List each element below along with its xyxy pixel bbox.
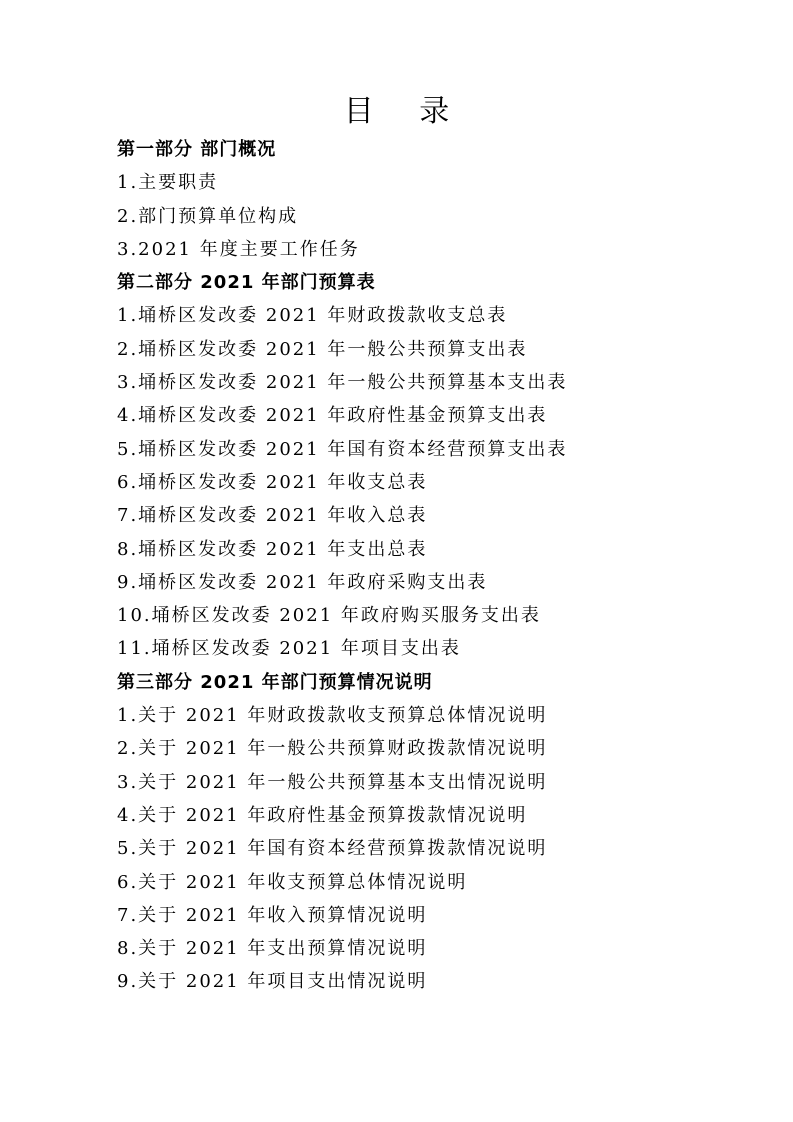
toc-item[interactable]: 7.埇桥区发改委 2021 年收入总表	[117, 505, 428, 527]
toc-item[interactable]: 5.关于 2021 年国有资本经营预算拨款情况说明	[117, 838, 548, 860]
toc-item[interactable]: 9.埇桥区发改委 2021 年政府采购支出表	[117, 571, 488, 593]
toc-item[interactable]: 5.埇桥区发改委 2021 年国有资本经营预算支出表	[117, 438, 568, 460]
toc-item[interactable]: 6.埇桥区发改委 2021 年收支总表	[117, 471, 428, 493]
toc-item[interactable]: 8.关于 2021 年支出预算情况说明	[117, 938, 428, 960]
toc-item[interactable]: 3.埇桥区发改委 2021 年一般公共预算基本支出表	[117, 372, 568, 394]
toc-item[interactable]: 6.关于 2021 年收支预算总体情况说明	[117, 871, 468, 893]
toc-item[interactable]: 2.关于 2021 年一般公共预算财政拨款情况说明	[117, 738, 548, 760]
toc-item[interactable]: 2.部门预算单位构成	[117, 205, 299, 227]
toc-item[interactable]: 1.埇桥区发改委 2021 年财政拨款收支总表	[117, 305, 508, 327]
table-of-contents	[117, 133, 757, 999]
section-heading-2[interactable]: 第二部分 2021 年部门预算表	[117, 272, 376, 294]
toc-item[interactable]: 3.2021 年度主要工作任务	[117, 238, 360, 260]
toc-item[interactable]: 10.埇桥区发改委 2021 年政府购买服务支出表	[117, 605, 541, 627]
toc-item[interactable]: 1.关于 2021 年财政拨款收支预算总体情况说明	[117, 705, 548, 727]
section-heading-3[interactable]: 第三部分 2021 年部门预算情况说明	[117, 671, 433, 693]
toc-item[interactable]: 11.埇桥区发改委 2021 年项目支出表	[117, 638, 461, 660]
toc-item[interactable]: 4.关于 2021 年政府性基金预算拨款情况说明	[117, 804, 528, 826]
toc-item[interactable]: 1.主要职责	[117, 172, 219, 194]
section-heading-1[interactable]: 第一部分 部门概况	[117, 139, 277, 160]
toc-item[interactable]: 8.埇桥区发改委 2021 年支出总表	[117, 538, 428, 560]
toc-item[interactable]: 9.关于 2021 年项目支出情况说明	[117, 971, 428, 993]
toc-item[interactable]: 3.关于 2021 年一般公共预算基本支出情况说明	[117, 771, 548, 793]
toc-item[interactable]: 2.埇桥区发改委 2021 年一般公共预算支出表	[117, 338, 528, 360]
toc-item[interactable]: 7.关于 2021 年收入预算情况说明	[117, 904, 428, 926]
toc-item[interactable]: 4.埇桥区发改委 2021 年政府性基金预算支出表	[117, 405, 548, 427]
page-title: 目 录	[343, 94, 468, 129]
